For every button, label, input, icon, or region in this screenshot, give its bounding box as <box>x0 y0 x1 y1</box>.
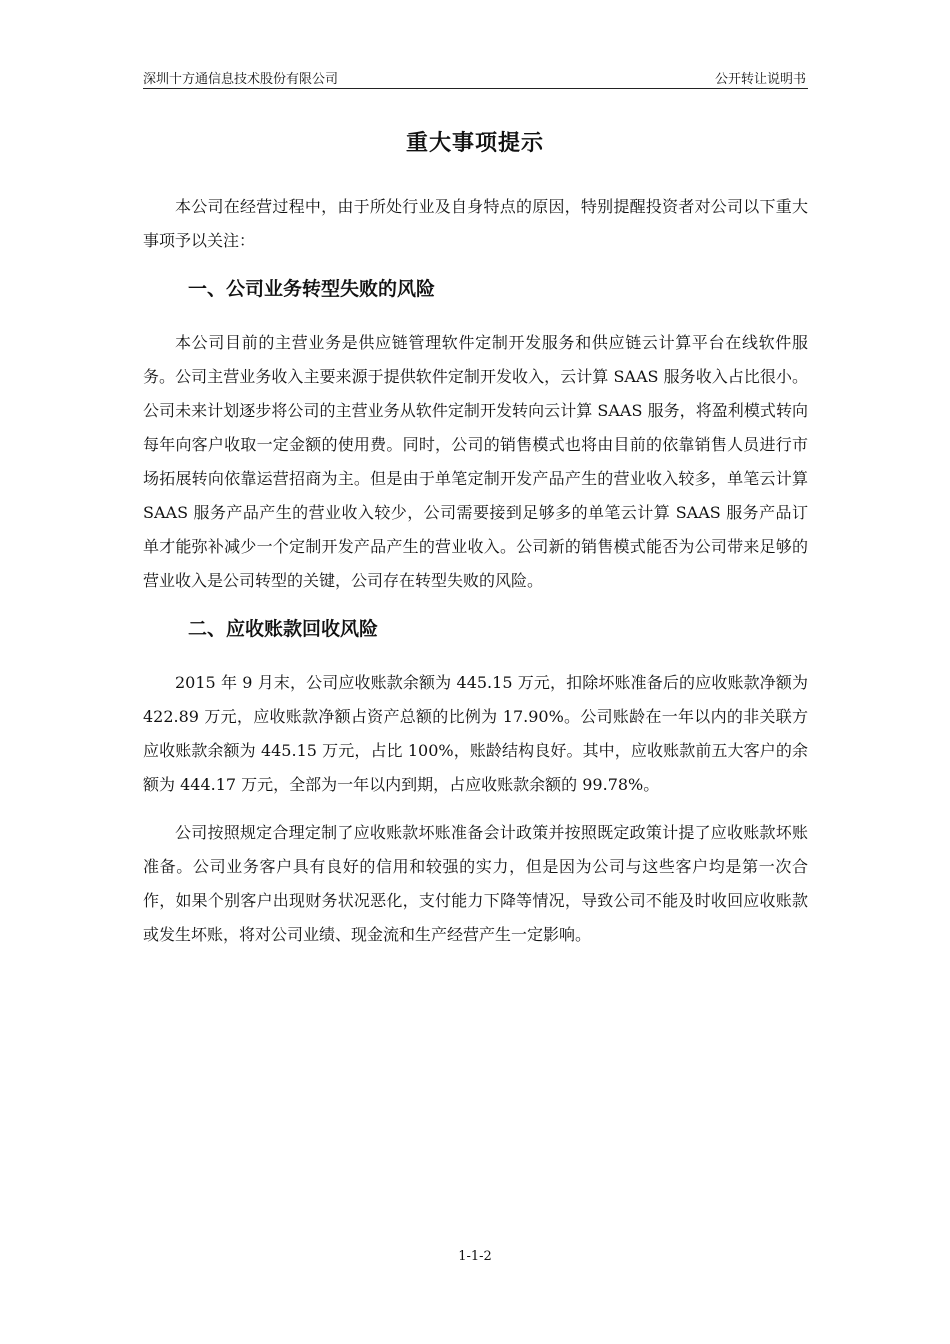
intro-paragraph: 本公司在经营过程中，由于所处行业及自身特点的原因，特别提醒投资者对公司以下重大事项予以关注： <box>143 197 808 250</box>
header-company-name: 深圳十方通信息技术股份有限公司 <box>143 72 339 87</box>
page-title: 重大事项提示 <box>405 130 544 156</box>
section-paragraph: 本公司目前的主营业务是供应链管理软件定制开发服务和供应链云计算平台在线软件服务。公司主营业务收入主要来源于提供软件定制开发收入，云计算 SAAS 服务收入占比很小。公司未来计划逐步将公司的主营业务从软件定制开发转向云计算 SAAS 服务，将盈利模式转向每年向客户收取一定金额的使用费。同时，公司的销售模式也将由目前的依靠销售人员进行市场拓展转向依靠运营招商为主。但是由于单笔定制开发产品产生的营业收入较多，单笔云计算 SAAS 服务产品产生的营业收入较少，公司需要接到足够多的单笔云计算 SAAS 服务产品订单才能弥补减少一个定制开发产品产生的营业收入。公司新的销售模式能否为公司带来足够的营业收入是公司转型的关键，公司存在转型失败的风险。 <box>143 333 808 590</box>
section-paragraph: 公司按照规定合理定制了应收账款坏账准备会计政策并按照既定政策计提了应收账款坏账准备。公司业务客户具有良好的信用和较强的实力，但是因为公司与这些客户均是第一次合作，如果个别客户出现财务状况恶化，支付能力下降等情况，导致公司不能及时收回应收账款或发生坏账，将对公司业绩、现金流和生产经营产生一定影响。 <box>143 823 808 944</box>
section-heading-transformation-risk: 一、公司业务转型失败的风险 <box>188 278 436 300</box>
section-heading-receivables-risk: 二、应收账款回收风险 <box>188 618 379 640</box>
page-header <box>143 66 808 89</box>
page-number: 1-1-2 <box>458 1249 492 1264</box>
section-paragraph: 2015 年 9 月末，公司应收账款余额为 445.15 万元，扣除坏账准备后的应收账款净额为 422.89 万元，应收账款净额占资产总额的比例为 17.90%。公司账龄在一年以内的非关联方应收账款余额为 445.15 万元，占比 100%，账龄结构良好。其中，应收账款前五大客户的余额为 444.17 万元，全部为一年以内到期，占应收账款余额的 99.78%。 <box>143 673 808 794</box>
header-document-type: 公开转让说明书 <box>714 72 806 87</box>
document-body <box>143 190 808 966</box>
